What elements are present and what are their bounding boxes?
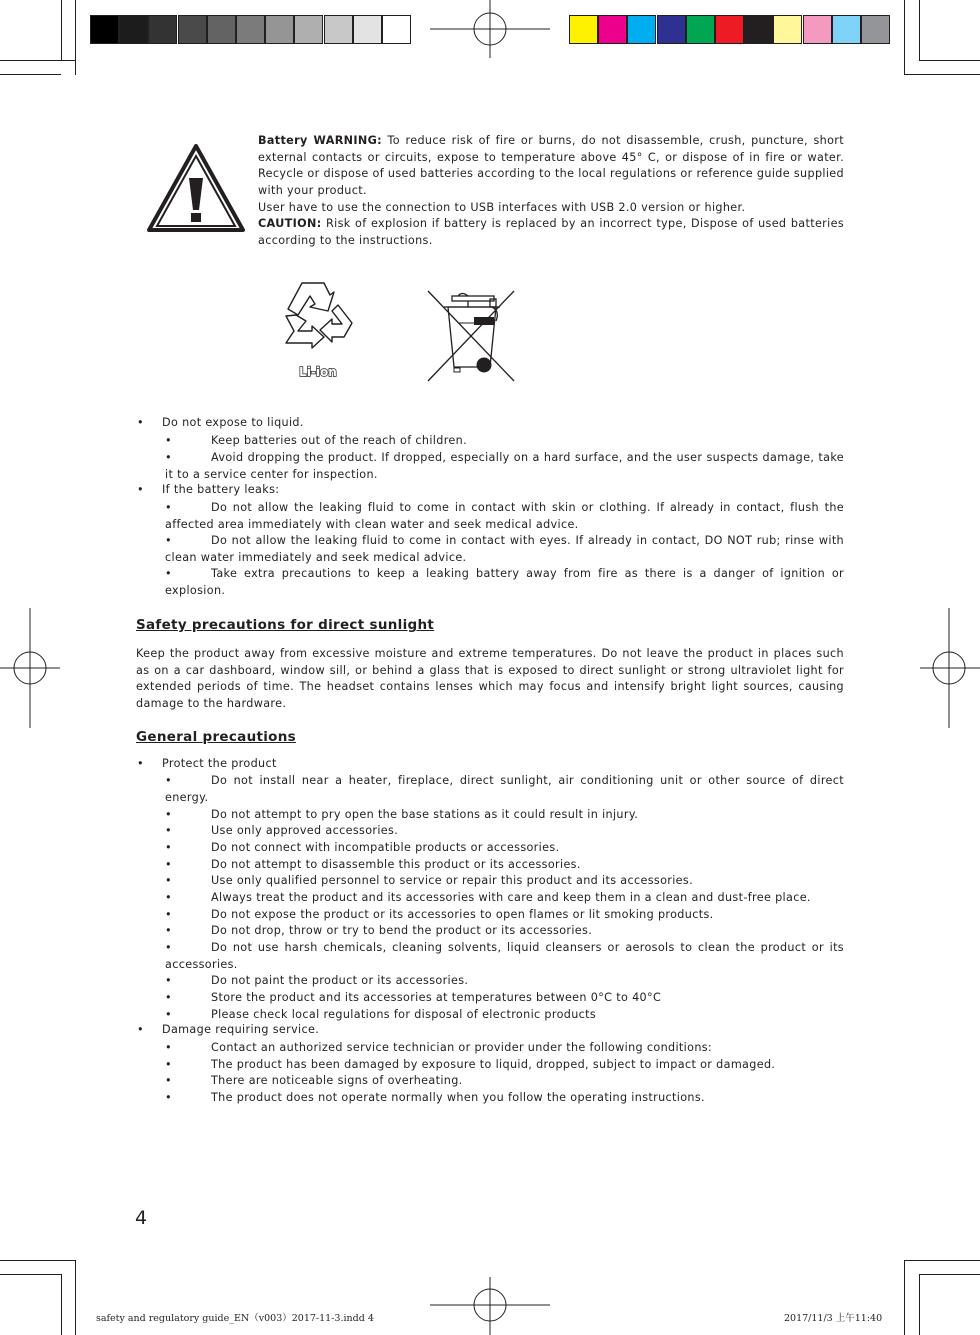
- bullet-text: Avoid dropping the product. If dropped, especially on a hard surface, and the user suspects damage, take it to a service center for inspection.: [165, 451, 844, 481]
- bullet-text: Take extra precautions to keep a leaking battery away from fire as there is a danger of ignition or explosion.: [165, 567, 844, 597]
- gray-swatch: [324, 15, 353, 44]
- battery-warning-label: Battery WARNING:: [258, 134, 382, 147]
- bullet-text: Do not paint the product or its accessories.: [211, 974, 469, 987]
- bullet-dot: •: [137, 757, 144, 770]
- sub-bullet-item: [165, 857, 844, 874]
- bullet-text: Do not allow the leaking fluid to come in contact with eyes. If already in contact, DO NOT rub; rinse with clean water immediately and seek medical advice.: [165, 534, 844, 564]
- sub-bullet-item: [165, 450, 844, 483]
- sub-bullet-item: [165, 1073, 844, 1090]
- bullet-text: Contact an authorized service technician or provider under the following conditions:: [211, 1041, 713, 1054]
- bullet-text: Do not install near a heater, fireplace, direct sunlight, air conditioning unit or other source of direct energy.: [165, 774, 844, 804]
- process-swatch: [627, 15, 656, 44]
- sunlight-heading: Safety precautions for direct sunlight: [136, 617, 435, 633]
- crossed-out-bin-icon: [426, 289, 516, 383]
- sub-bullet-item: [165, 1007, 844, 1024]
- bullet-dot: •: [165, 941, 172, 954]
- li-ion-recycle-icon: [272, 279, 364, 383]
- process-swatch: [744, 15, 773, 44]
- process-swatch: [598, 15, 627, 44]
- page-number: 4: [135, 1207, 148, 1229]
- bullet-dot: •: [165, 924, 172, 937]
- sub-bullet-item: [165, 873, 844, 890]
- bullet-dot: •: [165, 1058, 172, 1071]
- sub-bullet-item: [165, 840, 844, 857]
- gray-swatch: [178, 15, 207, 44]
- bullet-dot: •: [165, 1041, 172, 1054]
- bullet-text: Do not attempt to pry open the base stations as it could result in injury.: [211, 808, 639, 821]
- bullet-text: If the battery leaks:: [162, 483, 280, 496]
- registration-mark-bottom: [430, 1275, 550, 1335]
- bullet-text: Protect the product: [162, 757, 277, 770]
- process-swatch: [569, 15, 598, 44]
- sub-bullet-item: [165, 907, 844, 924]
- sub-bullet-item: [165, 773, 844, 806]
- bullet-dot: •: [137, 483, 144, 496]
- usb-note: User have to use the connection to USB interfaces with USB 2.0 version or higher.: [258, 201, 746, 214]
- bullet-dot: •: [165, 501, 172, 514]
- bullet-dot: •: [165, 908, 172, 921]
- bullet-text: Use only approved accessories.: [211, 824, 399, 837]
- bullet-text: Always treat the product and its accessories with care and keep them in a clean and dust-free place.: [211, 891, 811, 904]
- process-swatch: [803, 15, 832, 44]
- sub-bullet-item: [165, 823, 844, 840]
- bullet-dot: •: [165, 434, 172, 447]
- sub-bullet-item: [165, 923, 844, 940]
- bullet-text: Do not expose the product or its accessories to open flames or lit smoking products.: [211, 908, 714, 921]
- bullet-text: Use only qualified personnel to service or repair this product and its accessories.: [211, 874, 693, 887]
- bullet-text: Do not attempt to disassemble this product or its accessories.: [211, 858, 581, 871]
- gray-swatch: [265, 15, 294, 44]
- bullet-dot: •: [165, 874, 172, 887]
- bullet-text: Damage requiring service.: [162, 1023, 320, 1036]
- caution-text: Risk of explosion if battery is replaced by an incorrect type, Dispose of used batteries according to the instructions.: [258, 217, 844, 247]
- bullet-dot: •: [165, 1074, 172, 1087]
- gray-swatch: [207, 15, 236, 44]
- gray-swatch: [90, 15, 119, 44]
- bullet-text: Do not expose to liquid.: [162, 416, 304, 429]
- bullet-dot: •: [165, 808, 172, 821]
- registration-mark-top: [430, 0, 550, 60]
- process-swatch: [715, 15, 744, 44]
- bullet-dot: •: [165, 774, 172, 787]
- caution-label: CAUTION:: [258, 217, 322, 230]
- bullet-dot: •: [165, 824, 172, 837]
- caution-note: [258, 216, 844, 249]
- bullet-text: The product has been damaged by exposure to liquid, dropped, subject to impact or damaged.: [211, 1058, 776, 1071]
- sub-bullet-item: [165, 973, 844, 990]
- bullet-text: There are noticeable signs of overheating.: [211, 1074, 463, 1087]
- sub-bullet-item: [165, 433, 844, 450]
- bullet-dot: •: [165, 567, 172, 580]
- battery-warning: [258, 133, 844, 200]
- bullet-dot: •: [165, 891, 172, 904]
- warning-triangle-icon: [146, 142, 246, 234]
- sub-bullet-item: [165, 940, 844, 973]
- gray-swatch: [353, 15, 382, 44]
- process-swatch: [657, 15, 686, 44]
- bullet-dot: •: [137, 1023, 144, 1036]
- process-swatch: [861, 15, 890, 44]
- gray-swatch: [119, 15, 148, 44]
- bullet-text: Please check local regulations for disposal of electronic products: [211, 1008, 597, 1021]
- process-swatch: [773, 15, 802, 44]
- bullet-text: Keep batteries out of the reach of children.: [211, 434, 467, 447]
- sub-bullet-item: [165, 533, 844, 566]
- slug-filename: safety and regulatory guide_EN（v003）2017-11-3.indd 4: [96, 1313, 374, 1324]
- sub-bullet-item: [165, 890, 844, 907]
- sub-bullet-item: [165, 807, 844, 824]
- gray-swatch: [382, 15, 411, 44]
- bullet-dot: •: [165, 1091, 172, 1104]
- bullet-dot: •: [165, 991, 172, 1004]
- sub-bullet-item: [165, 1057, 844, 1074]
- gray-swatch: [236, 15, 265, 44]
- process-swatch: [832, 15, 861, 44]
- sunlight-paragraph: Keep the product away from excessive moisture and extreme temperatures. Do not leave the product in places such as on a car dashboard, window sill, or behind a glass that is exposed to direct sunlight or strong ultraviolet light for extended periods of time. The headset contains lenses which may focus and intensify bright light sources, causing damage to the hardware.: [136, 647, 844, 711]
- bullet-text: The product does not operate normally when you follow the operating instructions.: [211, 1091, 705, 1104]
- bullet-dot: •: [137, 416, 144, 429]
- sub-bullet-item: [165, 990, 844, 1007]
- process-swatch: [686, 15, 715, 44]
- bullet-text: Do not connect with incompatible products or accessories.: [211, 841, 560, 854]
- bullet-dot: •: [165, 841, 172, 854]
- sub-bullet-item: [165, 500, 844, 533]
- bullet-dot: •: [165, 1008, 172, 1021]
- gray-swatch: [148, 15, 177, 44]
- sub-bullet-item: [165, 566, 844, 599]
- registration-mark-left: [0, 608, 62, 728]
- registration-mark-right: [919, 608, 980, 728]
- gray-swatch: [294, 15, 323, 44]
- sub-bullet-item: [165, 1040, 844, 1057]
- bullet-dot: •: [165, 974, 172, 987]
- sub-bullet-item: [165, 1090, 844, 1107]
- bullet-dot: •: [165, 451, 172, 464]
- bullet-text: Do not drop, throw or try to bend the product or its accessories.: [211, 924, 593, 937]
- bullet-text: Do not use harsh chemicals, cleaning solvents, liquid cleansers or aerosols to clean the product or its accessories.: [165, 941, 844, 971]
- bullet-dot: •: [165, 534, 172, 547]
- bullet-text: Store the product and its accessories at temperatures between 0°C to 40°C: [211, 991, 662, 1004]
- li-ion-label: Li-ion: [299, 365, 337, 379]
- bullet-text: Do not allow the leaking fluid to come in contact with skin or clothing. If already in contact, flush the affected area immediately with clean water and seek medical advice.: [165, 501, 844, 531]
- bullet-dot: •: [165, 858, 172, 871]
- general-heading: General precautions: [136, 729, 297, 745]
- slug-date: 2017/11/3 上午11:40: [784, 1313, 883, 1324]
- battery-warning-text: To reduce risk of fire or burns, do not disassemble, crush, puncture, short external contacts or circuits, expose to temperature above 45° C, or dispose of in fire or water. Recycle or dispose of used batteries according to the local regulations or reference guide supplied with your product.: [258, 134, 844, 198]
